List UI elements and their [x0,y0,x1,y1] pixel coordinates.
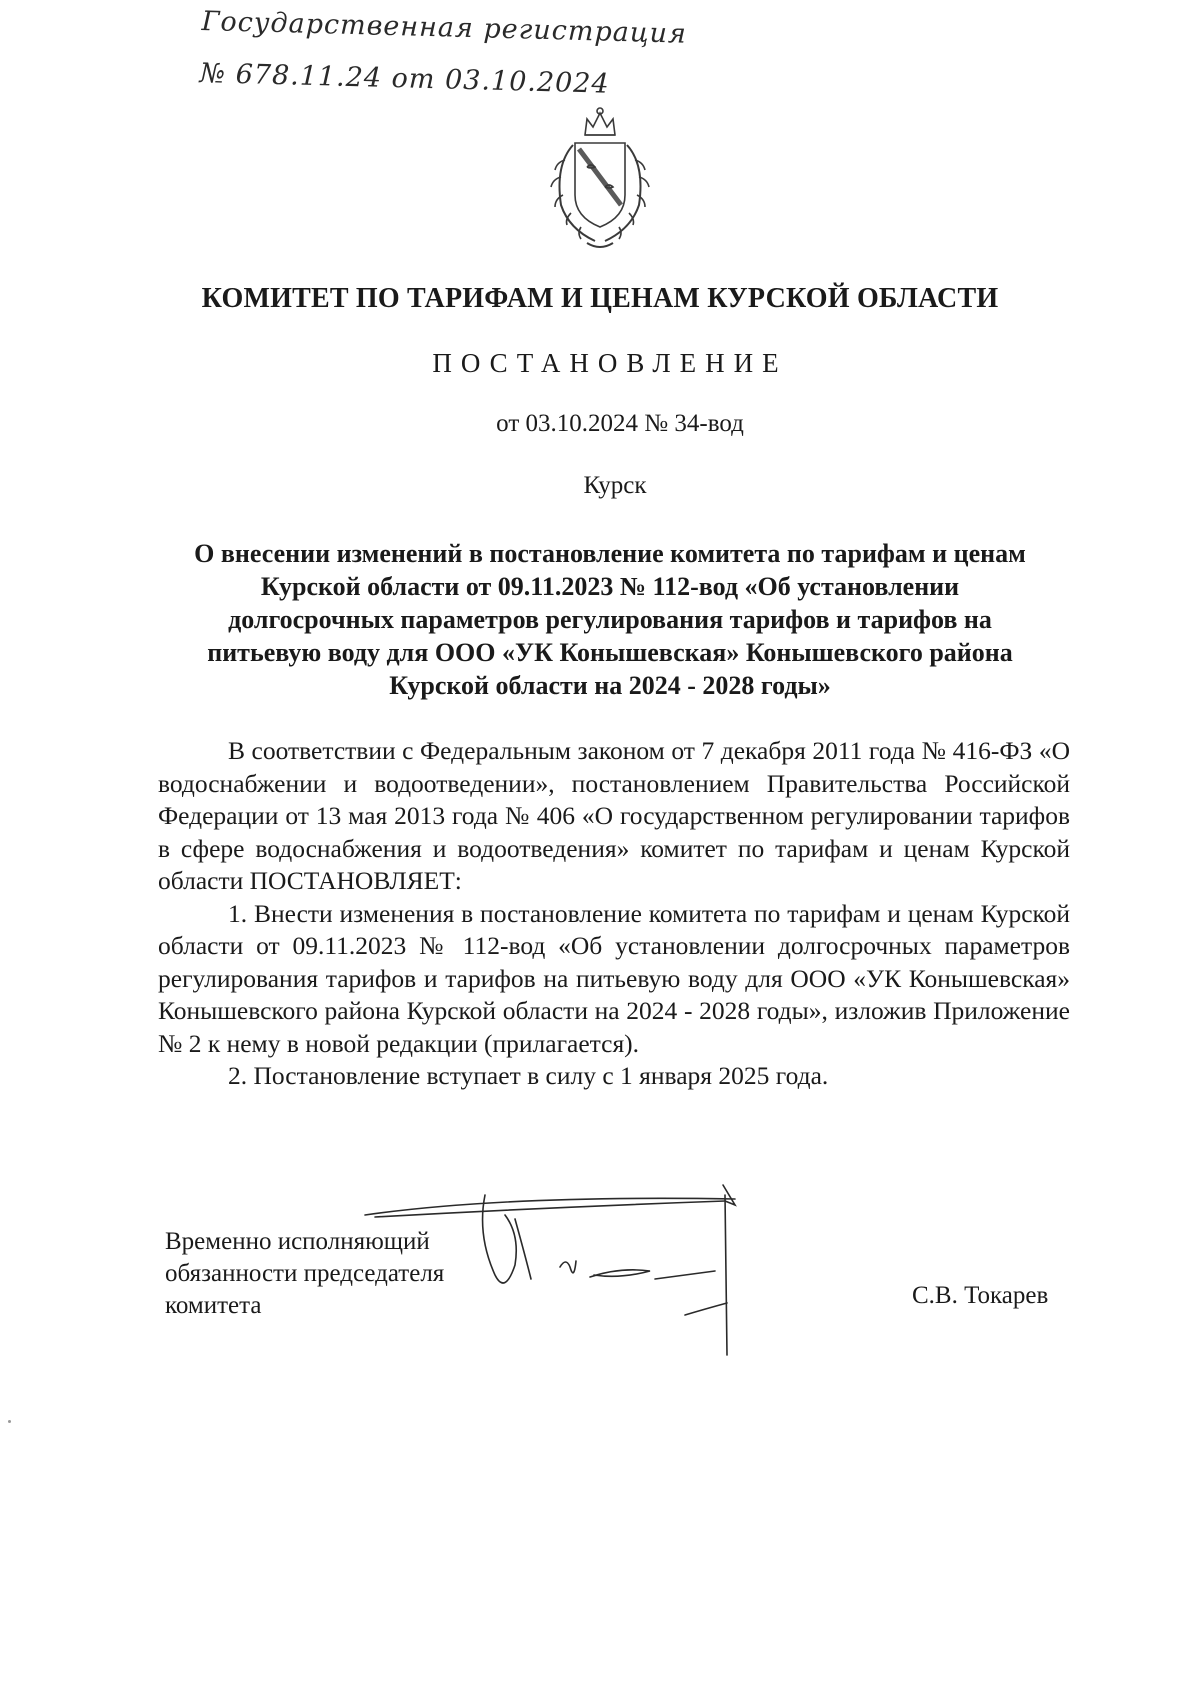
item-2-paragraph: 2. Постановление вступает в силу с 1 января 2025 года. [228,1061,829,1090]
signatory-position-line: Временно исполняющий [165,1228,430,1255]
title-line: долгосрочных параметров регулирования тарифов и тарифов на [228,605,992,634]
document-city: Курск [583,472,647,499]
document-title [150,537,1070,702]
document-date-number: от 03.10.2024 № 34-вод [496,410,744,437]
title-line: Курской области от 09.11.2023 № 112-вод «Об установлении [260,572,960,601]
title-line: питьевую воду для ООО «УК Конышевская» Конышевского района [207,638,1013,667]
handwritten-registration-note: Государственная регистрация [201,6,688,50]
preamble-paragraph: В соответствии с Федеральным законом от 7 декабря 2011 года № 416-ФЗ «О водоснабжении и водоотведении», постановлением Правительства Российской Федерации от 13 мая 2013 года № 406 «О государственном регулировании тарифов в сфере водоснабжения и водоотведения» комитет по тарифам и ценам Курской области ПОСТАНОВЛЯЕТ: [158,736,1070,895]
signatory-position-line: обязанности председателя [165,1260,445,1287]
title-line: О внесении изменений в постановление комитета по тарифам и ценам [194,539,1026,568]
committee-name: КОМИТЕТ ПО ТАРИФАМ И ЦЕНАМ КУРСКОЙ ОБЛАСТИ [201,283,999,314]
document-body [158,735,1070,1093]
signatory-name: С.В. Токарев [912,1282,1049,1309]
handwritten-registration-number: № 678.11.24 от 03.10.2024 [199,58,611,100]
signatory-position [165,1226,444,1322]
item-1-paragraph: 1. Внести изменения в постановление комитета по тарифам и ценам Курской области от 09.11.2023 № 112-вод «Об установлении долгосрочных параметров регулирования тарифов и тарифов на питьевую воду для ООО «УК Конышевская» Конышевского района Курской области на 2024 - 2028 годы», изложив Приложение № 2 к нему в новой редакции (прилагается). [158,898,1070,1058]
document-type: ПОСТАНОВЛЕНИЕ [432,348,788,378]
title-line: Курской области на 2024 - 2028 годы» [389,671,831,700]
coat-of-arms-emblem [535,105,665,255]
signatory-position-line: комитета [165,1292,262,1319]
scan-artifact-dot [8,1420,11,1423]
